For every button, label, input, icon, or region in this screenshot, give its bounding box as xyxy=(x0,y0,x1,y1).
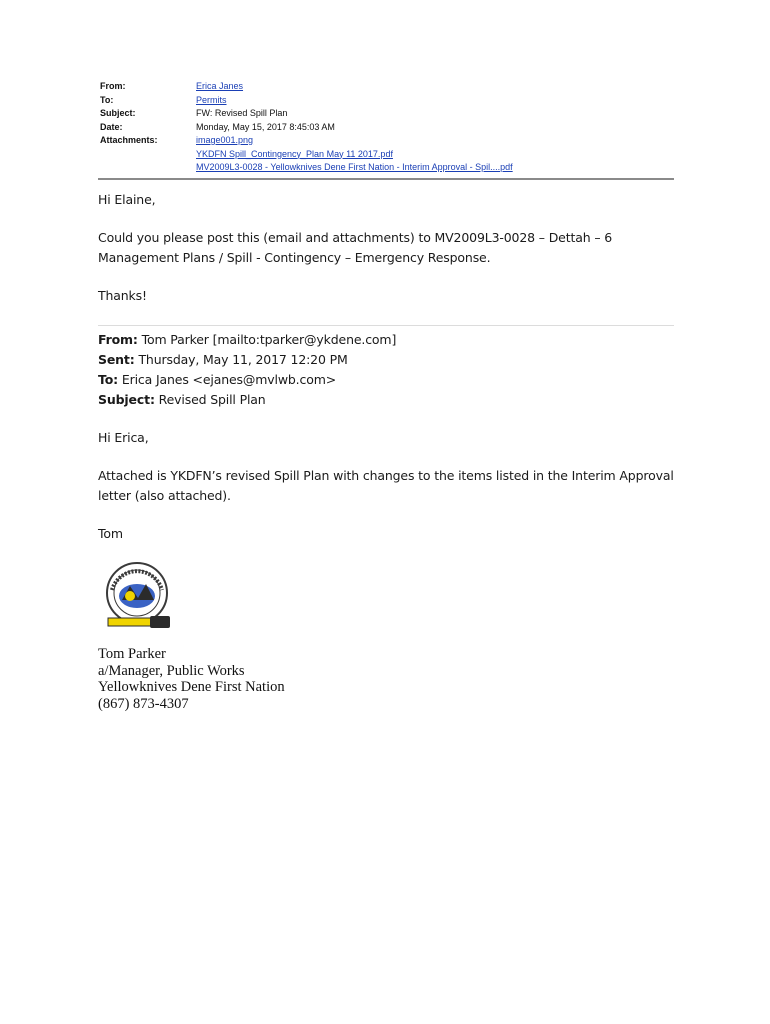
fw-to-value: Erica Janes <ejanes@mvlwb.com> xyxy=(121,372,337,387)
fw-to-label: To: xyxy=(98,372,119,387)
to-value-link[interactable]: Permits xyxy=(196,94,227,105)
message-closing: Thanks! xyxy=(98,288,147,303)
forwarded-sign-name: Tom xyxy=(98,526,123,541)
forwarded-body: Attached is YKDFN’s revised Spill Plan with changes to the items listed in the Interim Approval letter (also attached). xyxy=(98,468,674,503)
signature-phone: (867) 873-4307 xyxy=(98,695,189,712)
fw-sent-value: Thursday, May 11, 2017 12:20 PM xyxy=(138,352,348,367)
date-label: Date: xyxy=(100,121,123,132)
fw-to-row xyxy=(98,370,678,390)
forward-divider xyxy=(98,325,674,326)
header-divider xyxy=(98,178,674,180)
header-from-row xyxy=(100,80,674,94)
fw-sent-row xyxy=(98,350,678,370)
fw-subject-value: Revised Spill Plan xyxy=(158,392,266,407)
signature-block xyxy=(98,646,285,712)
fw-subject-row xyxy=(98,390,678,410)
email-header xyxy=(100,80,674,175)
forwarded-header xyxy=(98,330,678,410)
attachment-link[interactable]: MV2009L3-0028 - Yellowknives Dene First Nation - Interim Approval - Spil....pdf xyxy=(196,162,513,172)
signature-title: a/Manager, Public Works xyxy=(98,662,245,679)
message-body: Could you please post this (email and attachments) to MV2009L3-0028 – Dettah – 6 Management Plans / Spill - Contingency – Emergency Response. xyxy=(98,230,613,265)
header-date-row xyxy=(100,121,674,135)
signature-organization: Yellowknives Dene First Nation xyxy=(98,679,285,695)
greeting-erica: Hi Erica, xyxy=(98,430,149,445)
header-to-row xyxy=(100,94,674,108)
fw-from-label: From: xyxy=(98,332,138,347)
subject-value: FW: Revised Spill Plan xyxy=(196,108,288,118)
fw-subject-label: Subject: xyxy=(98,392,155,407)
attachments-label: Attachments: xyxy=(100,135,158,145)
fw-from-row xyxy=(98,330,678,350)
attachment-link[interactable]: YKDFN Spill_Contingency_Plan May 11 2017.pdf xyxy=(196,148,393,159)
header-attachments-row xyxy=(100,134,674,148)
date-value: Monday, May 15, 2017 8:45:03 AM xyxy=(196,121,335,132)
header-attachments-row-3 xyxy=(100,161,674,175)
header-attachments-row-2 xyxy=(100,148,674,162)
attachment-link[interactable]: image001.png xyxy=(196,135,254,145)
to-label: To: xyxy=(100,94,114,105)
greeting-elaine: Hi Elaine, xyxy=(98,192,156,207)
from-label: From: xyxy=(100,81,126,91)
fw-sent-label: Sent: xyxy=(98,352,135,367)
header-subject-row xyxy=(100,107,674,121)
from-value-link[interactable]: Erica Janes xyxy=(196,81,244,91)
signature-name: Tom Parker xyxy=(98,646,166,662)
ykdfn-seal-icon xyxy=(100,560,178,634)
subject-label: Subject: xyxy=(100,108,136,118)
fw-from-value: Tom Parker [mailto:tparker@ykdene.com] xyxy=(141,332,397,347)
